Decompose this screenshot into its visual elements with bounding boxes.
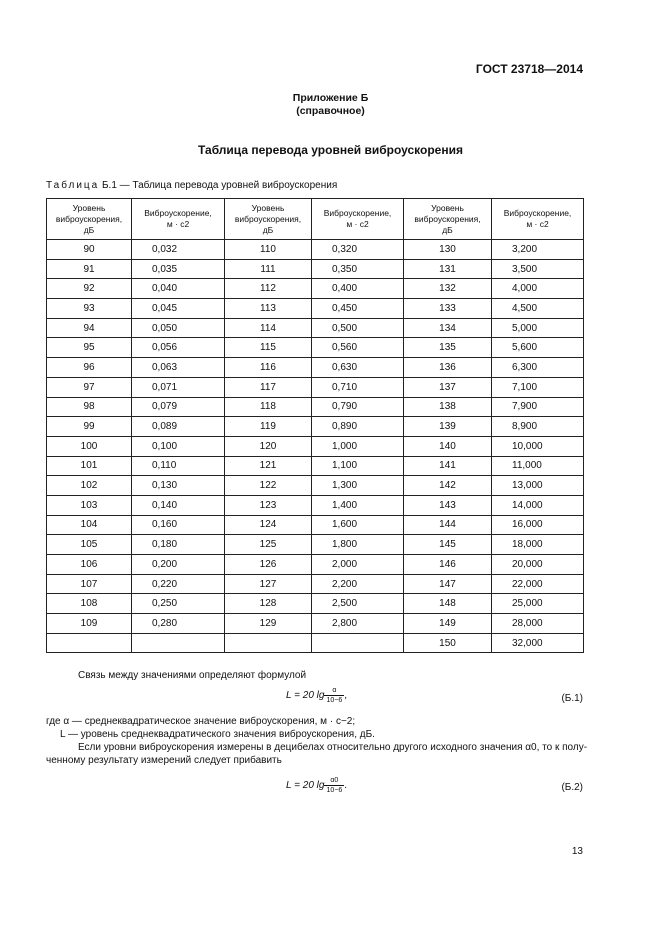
acceleration-cell: 0,450 (312, 299, 404, 319)
acceleration-cell: 18,000 (492, 535, 584, 555)
level-cell: 135 (404, 338, 492, 358)
level-cell: 102 (47, 476, 132, 496)
table-row (47, 476, 584, 496)
formula-2-numerator: α0 (324, 776, 344, 786)
acceleration-cell: 0,110 (132, 456, 225, 476)
level-cell: 136 (404, 358, 492, 378)
acceleration-cell: 2,000 (312, 555, 404, 575)
formula-1-tail: , (344, 690, 348, 702)
acceleration-cell: 5,600 (492, 338, 584, 358)
acceleration-cell: 0,100 (132, 436, 225, 456)
table-row (47, 614, 584, 634)
level-cell: 94 (47, 318, 132, 338)
acceleration-cell: 7,900 (492, 397, 584, 417)
table-row (47, 259, 584, 279)
header-level-2: Уровень виброускорения, дБ (225, 199, 312, 240)
level-cell: 98 (47, 397, 132, 417)
acceleration-cell: 0,560 (312, 338, 404, 358)
level-cell: 100 (47, 436, 132, 456)
level-cell: 105 (47, 535, 132, 555)
level-cell: 119 (225, 417, 312, 437)
table-row (47, 436, 584, 456)
appendix-subtitle: (справочное) (296, 105, 365, 117)
acceleration-cell: 0,790 (312, 397, 404, 417)
acceleration-cell: 1,400 (312, 495, 404, 515)
acceleration-cell: 0,032 (132, 240, 225, 260)
acceleration-cell: 4,500 (492, 299, 584, 319)
table-row (47, 279, 584, 299)
level-cell: 96 (47, 358, 132, 378)
level-cell: 108 (47, 594, 132, 614)
level-cell: 114 (225, 318, 312, 338)
level-cell: 150 (404, 633, 492, 653)
level-cell: 117 (225, 377, 312, 397)
formula-2-fraction (324, 776, 344, 795)
table-row (47, 515, 584, 535)
level-cell: 139 (404, 417, 492, 437)
acceleration-cell: 1,000 (312, 436, 404, 456)
level-cell: 104 (47, 515, 132, 535)
table-row (47, 377, 584, 397)
acceleration-cell: 0,045 (132, 299, 225, 319)
level-cell: 99 (47, 417, 132, 437)
acceleration-cell: 0,250 (132, 594, 225, 614)
acceleration-cell: 0,180 (132, 535, 225, 555)
table-caption-prefix: Таблица (46, 180, 100, 191)
acceleration-cell: 0,071 (132, 377, 225, 397)
header-accel-1: Виброускорение, м · с2 (132, 199, 225, 240)
level-cell: 111 (225, 259, 312, 279)
acceleration-cell: 0,089 (132, 417, 225, 437)
acceleration-cell: 3,500 (492, 259, 584, 279)
table-row (47, 318, 584, 338)
table-caption-text: Б.1 — Таблица перевода уровней виброускорения (99, 180, 338, 191)
acceleration-cell: 2,200 (312, 574, 404, 594)
acceleration-cell: 0,220 (132, 574, 225, 594)
level-cell: 93 (47, 299, 132, 319)
level-cell: 147 (404, 574, 492, 594)
level-cell: 144 (404, 515, 492, 535)
table-row (47, 495, 584, 515)
level-cell (225, 633, 312, 653)
paragraph-line-1: Если уровни виброускорения измерены в децибелах относительно другого исходного значения α0, то к полу- (78, 742, 588, 753)
table-row (47, 417, 584, 437)
level-cell: 132 (404, 279, 492, 299)
level-cell: 146 (404, 555, 492, 575)
acceleration-cell: 0,200 (132, 555, 225, 575)
acceleration-cell: 0,035 (132, 259, 225, 279)
acceleration-cell: 14,000 (492, 495, 584, 515)
acceleration-cell: 0,079 (132, 397, 225, 417)
level-cell: 112 (225, 279, 312, 299)
level-cell: 120 (225, 436, 312, 456)
level-cell: 90 (47, 240, 132, 260)
acceleration-cell: 0,063 (132, 358, 225, 378)
level-cell: 125 (225, 535, 312, 555)
level-cell: 128 (225, 594, 312, 614)
acceleration-cell: 32,000 (492, 633, 584, 653)
level-cell: 124 (225, 515, 312, 535)
level-cell: 145 (404, 535, 492, 555)
acceleration-cell: 13,000 (492, 476, 584, 496)
level-cell: 118 (225, 397, 312, 417)
acceleration-cell: 16,000 (492, 515, 584, 535)
table-row (47, 240, 584, 260)
level-cell: 116 (225, 358, 312, 378)
level-cell (47, 633, 132, 653)
acceleration-cell: 0,710 (312, 377, 404, 397)
level-cell: 95 (47, 338, 132, 358)
level-cell: 101 (47, 456, 132, 476)
acceleration-cell: 0,890 (312, 417, 404, 437)
table-row (47, 594, 584, 614)
level-cell: 91 (47, 259, 132, 279)
level-cell: 130 (404, 240, 492, 260)
acceleration-cell: 2,800 (312, 614, 404, 634)
header-level-1: Уровень виброускорения, дБ (47, 199, 132, 240)
formula-1-denominator: 10−6 (326, 697, 343, 704)
level-cell: 97 (47, 377, 132, 397)
acceleration-cell: 2,500 (312, 594, 404, 614)
level-cell: 138 (404, 397, 492, 417)
acceleration-cell: 28,000 (492, 614, 584, 634)
formula-1-lhs: L = 20 lg (286, 690, 325, 702)
formula-2-denominator: 10−6 (326, 787, 343, 794)
section-title: Таблица перевода уровней виброускорения (197, 143, 463, 157)
acceleration-cell: 5,000 (492, 318, 584, 338)
level-cell: 103 (47, 495, 132, 515)
acceleration-cell: 4,000 (492, 279, 584, 299)
acceleration-cell: 1,100 (312, 456, 404, 476)
header-accel-3: Виброускорение, м · с2 (492, 199, 584, 240)
level-cell: 126 (225, 555, 312, 575)
level-cell: 142 (404, 476, 492, 496)
acceleration-cell: 1,300 (312, 476, 404, 496)
level-cell: 131 (404, 259, 492, 279)
acceleration-cell: 0,630 (312, 358, 404, 378)
header-accel-2: Виброускорение, м · с2 (312, 199, 404, 240)
acceleration-cell: 0,320 (312, 240, 404, 260)
paragraph-line-2: ченному результату измерений следует прибавить (46, 755, 282, 766)
formula-1-number: (Б.1) (561, 693, 583, 704)
table-row (47, 555, 584, 575)
level-cell: 133 (404, 299, 492, 319)
table-row (47, 338, 584, 358)
level-cell: 137 (404, 377, 492, 397)
acceleration-cell: 11,000 (492, 456, 584, 476)
acceleration-cell: 0,130 (132, 476, 225, 496)
formula-2 (286, 776, 347, 795)
acceleration-cell: 8,900 (492, 417, 584, 437)
conversion-table (46, 198, 584, 653)
acceleration-cell: 22,000 (492, 574, 584, 594)
formula-2-number: (Б.2) (561, 782, 583, 793)
acceleration-cell: 0,500 (312, 318, 404, 338)
formula-2-lhs: L = 20 lg (286, 780, 325, 792)
header-level-3: Уровень виброускорения, дБ (404, 199, 492, 240)
acceleration-cell: 6,300 (492, 358, 584, 378)
page-number: 13 (571, 846, 583, 857)
standard-number: ГОСТ 23718—2014 (475, 62, 583, 76)
formula-1 (286, 686, 347, 705)
acceleration-cell: 25,000 (492, 594, 584, 614)
formula-2-tail: . (344, 780, 348, 792)
acceleration-cell: 0,040 (132, 279, 225, 299)
table-header-row (47, 199, 584, 240)
level-cell: 113 (225, 299, 312, 319)
level-cell: 107 (47, 574, 132, 594)
acceleration-cell: 0,280 (132, 614, 225, 634)
level-cell: 123 (225, 495, 312, 515)
level-cell: 110 (225, 240, 312, 260)
acceleration-cell: 1,600 (312, 515, 404, 535)
level-cell: 141 (404, 456, 492, 476)
table-row (47, 456, 584, 476)
level-cell: 140 (404, 436, 492, 456)
table-row (47, 299, 584, 319)
acceleration-cell: 0,400 (312, 279, 404, 299)
acceleration-cell: 20,000 (492, 555, 584, 575)
acceleration-cell: 0,160 (132, 515, 225, 535)
acceleration-cell: 3,200 (492, 240, 584, 260)
table-row (47, 358, 584, 378)
acceleration-cell: 0,050 (132, 318, 225, 338)
level-cell: 92 (47, 279, 132, 299)
level-cell: 121 (225, 456, 312, 476)
acceleration-cell: 0,140 (132, 495, 225, 515)
level-cell: 148 (404, 594, 492, 614)
appendix-title: Приложение Б (292, 92, 369, 104)
level-cell: 106 (47, 555, 132, 575)
where-alpha: где α — среднеквадратическое значение виброускорения, м · с−2; (46, 716, 356, 727)
level-cell: 134 (404, 318, 492, 338)
acceleration-cell (312, 633, 404, 653)
level-cell: 122 (225, 476, 312, 496)
acceleration-cell: 1,800 (312, 535, 404, 555)
acceleration-cell: 0,056 (132, 338, 225, 358)
acceleration-cell (132, 633, 225, 653)
where-l: L — уровень среднеквадратического значения виброускорения, дБ. (60, 729, 375, 740)
formula-1-numerator: α (324, 686, 344, 696)
level-cell: 129 (225, 614, 312, 634)
acceleration-cell: 0,350 (312, 259, 404, 279)
level-cell: 127 (225, 574, 312, 594)
intro-text: Связь между значениями определяют формулой (78, 670, 307, 681)
table-row (47, 633, 584, 653)
level-cell: 143 (404, 495, 492, 515)
table-row (47, 397, 584, 417)
level-cell: 115 (225, 338, 312, 358)
level-cell: 109 (47, 614, 132, 634)
formula-1-fraction (324, 686, 344, 705)
acceleration-cell: 10,000 (492, 436, 584, 456)
level-cell: 149 (404, 614, 492, 634)
table-caption (46, 180, 337, 191)
table-row (47, 535, 584, 555)
table-row (47, 574, 584, 594)
acceleration-cell: 7,100 (492, 377, 584, 397)
